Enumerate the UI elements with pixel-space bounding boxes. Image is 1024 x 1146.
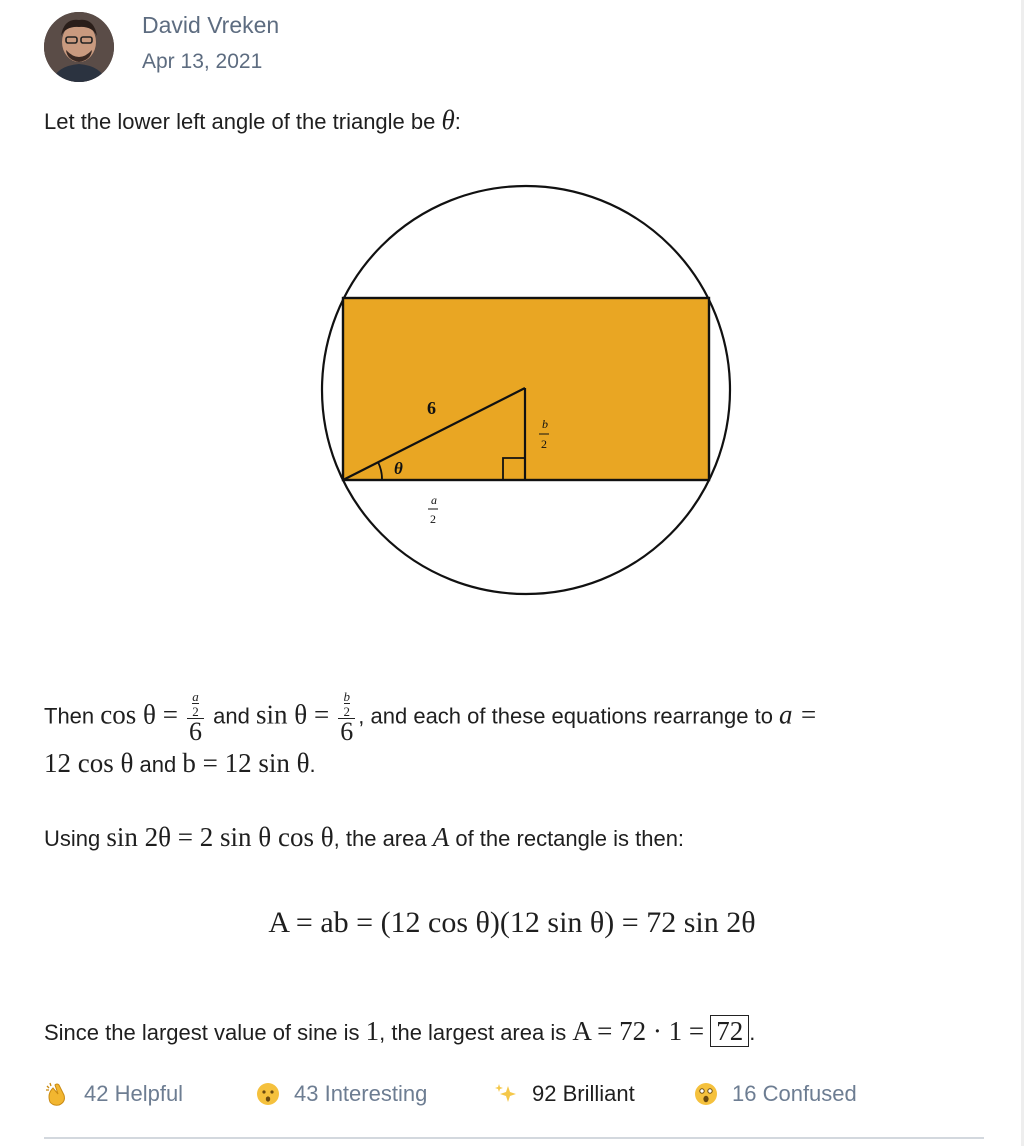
half-base-label bbox=[428, 493, 438, 526]
hushed-face-icon bbox=[254, 1080, 282, 1108]
avatar-photo bbox=[44, 12, 114, 82]
reaction-confused-button[interactable]: 16 Confused bbox=[692, 1080, 857, 1108]
reactions-bar bbox=[44, 1080, 984, 1116]
divider bbox=[44, 1137, 984, 1139]
reaction-helpful-button[interactable]: 42 Helpful bbox=[44, 1080, 183, 1108]
angle-label: θ bbox=[394, 459, 403, 478]
solution-paragraph-1: Then cos θ = a 2 6 and sin θ = b 2 6 , and each of these equations rearrange to a = bbox=[44, 689, 818, 746]
boxed-answer: 72 bbox=[710, 1015, 749, 1047]
intro-text: Let the lower left angle of the triangle be θ: bbox=[44, 105, 461, 135]
fraction-b-half-over-6: b 2 6 bbox=[340, 689, 354, 746]
solution-paragraph-1-line2: 12 cos θ and b = 12 sin θ. bbox=[44, 748, 316, 778]
solution-paragraph-3: Since the largest value of sine is 1, the largest area is A = 72 · 1 = 72 . bbox=[44, 1016, 756, 1046]
author-name[interactable]: David Vreken bbox=[142, 12, 280, 38]
fraction-a-half-over-6: a 2 6 bbox=[189, 689, 203, 746]
clapping-hands-icon bbox=[44, 1080, 72, 1108]
reaction-interesting-button[interactable]: 43 Interesting bbox=[254, 1080, 427, 1108]
avatar[interactable] bbox=[44, 12, 114, 82]
astonished-face-icon bbox=[692, 1080, 720, 1108]
svg-text:2: 2 bbox=[541, 437, 547, 451]
post-date: Apr 13, 2021 bbox=[142, 50, 263, 73]
rectangle-circle-diagram bbox=[310, 178, 750, 598]
solution-paragraph-2: Using sin 2θ = 2 sin θ cos θ, the area A of the rectangle is then: bbox=[44, 822, 685, 852]
area-equation: A = ab = (12 cos θ)(12 sin θ) = 72 sin 2θ bbox=[268, 906, 756, 939]
reaction-brilliant-button[interactable]: 92 Brilliant bbox=[492, 1080, 635, 1108]
svg-text:2: 2 bbox=[430, 512, 436, 526]
theta-symbol: θ bbox=[441, 105, 455, 135]
svg-text:a: a bbox=[431, 493, 437, 507]
svg-text:b: b bbox=[542, 417, 548, 431]
hypotenuse-label: 6 bbox=[427, 398, 436, 418]
sparkles-icon bbox=[492, 1080, 520, 1108]
